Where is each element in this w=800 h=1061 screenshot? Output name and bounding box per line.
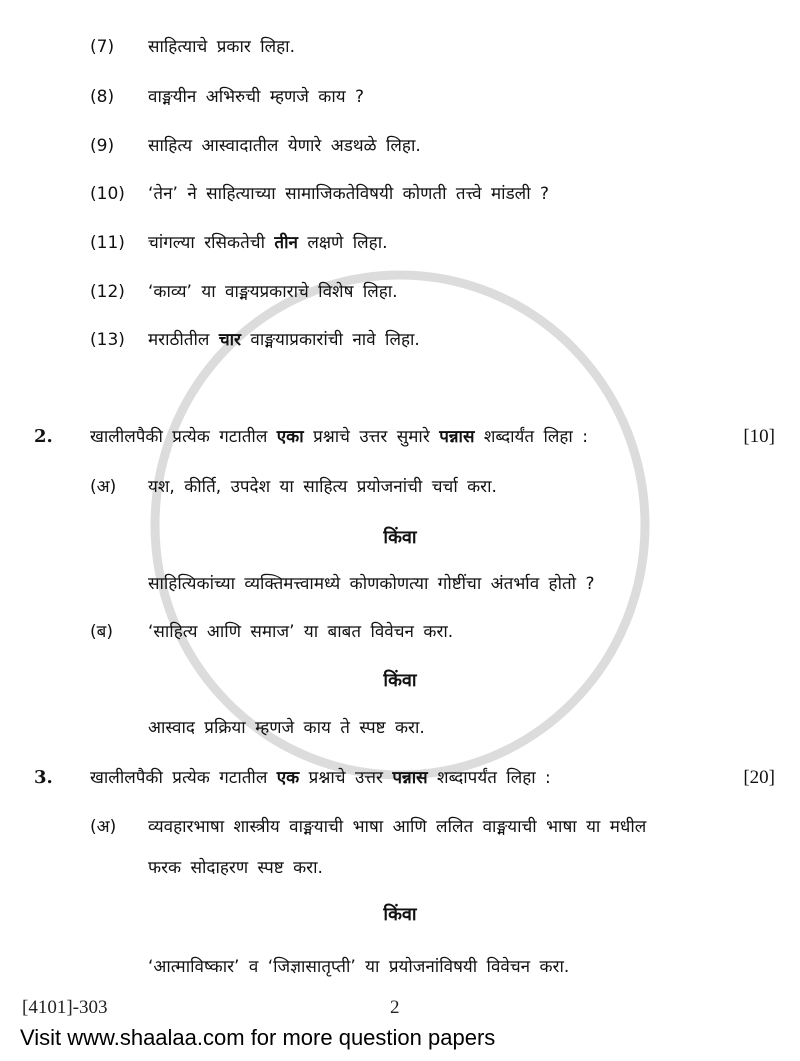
sub-question-row bbox=[0, 475, 800, 526]
text-segment: लक्षणे लिहा. bbox=[307, 233, 388, 253]
marks: [10] bbox=[743, 426, 775, 447]
question-number: 3. bbox=[34, 767, 53, 788]
bold-word: चार bbox=[218, 330, 241, 350]
sub-question: व्यवहारभाषा शास्त्रीय वाङ्मयाची भाषा आणि ललित वाङ्मयाची भाषा या मधील bbox=[148, 817, 647, 837]
item-text: साहित्य आस्वादातील येणारे अडथळे लिहा. bbox=[148, 136, 421, 156]
promo-link[interactable]: Visit www.shaalaa.com for more question papers bbox=[20, 1025, 496, 1050]
question-instruction bbox=[90, 766, 735, 790]
list-item bbox=[0, 134, 800, 182]
alternative-question: आस्वाद प्रक्रिया म्हणजे काय ते स्पष्ट करा. bbox=[148, 718, 425, 738]
text-segment: प्रश्नाचे उत्तर bbox=[308, 768, 383, 788]
bold-word: एक bbox=[276, 768, 300, 788]
sub-label: (ब) bbox=[90, 622, 113, 642]
sub-question: यश, कीर्ति, उपदेश या साहित्य प्रयोजनांची चर्चा करा. bbox=[148, 477, 497, 497]
bold-word: पन्नास bbox=[439, 427, 475, 447]
item-text: ‘काव्य’ या वाङ्मयप्रकाराचे विशेष लिहा. bbox=[148, 282, 398, 302]
sub-question: ‘साहित्य आणि समाज’ या बाबत विवेचन करा. bbox=[148, 622, 454, 642]
text-segment: चांगल्या रसिकतेची bbox=[148, 233, 265, 253]
item-number: (9) bbox=[90, 136, 115, 156]
page-number: 2 bbox=[390, 997, 400, 1018]
marks: [20] bbox=[743, 767, 775, 788]
sub-question-continued: फरक सोदाहरण स्पष्ट करा. bbox=[148, 858, 323, 878]
text-segment: वाङ्मयाप्रकारांची नावे लिहा. bbox=[250, 330, 420, 350]
question-header bbox=[0, 425, 800, 475]
item-number: (10) bbox=[90, 184, 125, 204]
sub-question-row bbox=[0, 620, 800, 669]
list-item bbox=[0, 182, 800, 231]
or-separator: किंवा bbox=[383, 527, 417, 548]
item-text bbox=[148, 231, 775, 255]
item-number: (12) bbox=[90, 282, 125, 302]
alternative-question: ‘आत्माविष्कार’ व ‘जिज्ञासातृप्ती’ या प्रयोजनांविषयी विवेचन करा. bbox=[148, 957, 570, 977]
sub-label: (अ) bbox=[90, 817, 117, 837]
text-segment: शब्दापर्यंत लिहा : bbox=[437, 768, 551, 788]
alternative-question: साहित्यिकांच्या व्यक्तिमत्त्वामध्ये कोणकोणत्या गोष्टींचा अंतर्भाव होतो ? bbox=[148, 574, 595, 594]
question-number: 2. bbox=[34, 426, 53, 447]
text-segment: खालीलपैकी प्रत्येक गटातील bbox=[90, 427, 268, 447]
bold-word: एका bbox=[276, 427, 304, 447]
list-item bbox=[0, 85, 800, 134]
text-segment: खालीलपैकी प्रत्येक गटातील bbox=[90, 768, 268, 788]
paper-code: [4101]-303 bbox=[22, 997, 108, 1018]
bold-word: पन्नास bbox=[392, 768, 428, 788]
list-item bbox=[0, 35, 800, 85]
text-segment: मराठीतील bbox=[148, 330, 210, 350]
item-number: (13) bbox=[90, 330, 125, 350]
list-item bbox=[0, 280, 800, 328]
question-instruction bbox=[90, 425, 735, 449]
item-text bbox=[148, 328, 775, 352]
or-separator: किंवा bbox=[383, 904, 417, 925]
text-segment: प्रश्नाचे उत्तर सुमारे bbox=[313, 427, 430, 447]
text-segment: शब्दार्यंत लिहा : bbox=[483, 427, 588, 447]
question-3 bbox=[0, 766, 800, 979]
item-number: (11) bbox=[90, 233, 125, 253]
item-text: साहित्याचे प्रकार लिहा. bbox=[148, 37, 295, 57]
footer-meta bbox=[0, 997, 800, 1019]
bold-word: तीन bbox=[274, 233, 298, 253]
list-item bbox=[0, 231, 800, 280]
or-separator: किंवा bbox=[383, 670, 417, 691]
sub-label: (अ) bbox=[90, 477, 117, 497]
item-number: (7) bbox=[90, 37, 115, 57]
list-item bbox=[0, 328, 800, 425]
footer bbox=[0, 997, 800, 1051]
item-number: (8) bbox=[90, 87, 115, 107]
question-2 bbox=[0, 425, 800, 766]
item-text: ‘तेन’ ने साहित्याच्या सामाजिकतेविषयी कोणती तत्त्वे मांडली ? bbox=[148, 184, 550, 204]
sub-question-row bbox=[0, 815, 800, 856]
question-header bbox=[0, 766, 800, 815]
question-list bbox=[0, 35, 800, 425]
item-text: वाङ्मयीन अभिरुची म्हणजे काय ? bbox=[148, 87, 365, 107]
